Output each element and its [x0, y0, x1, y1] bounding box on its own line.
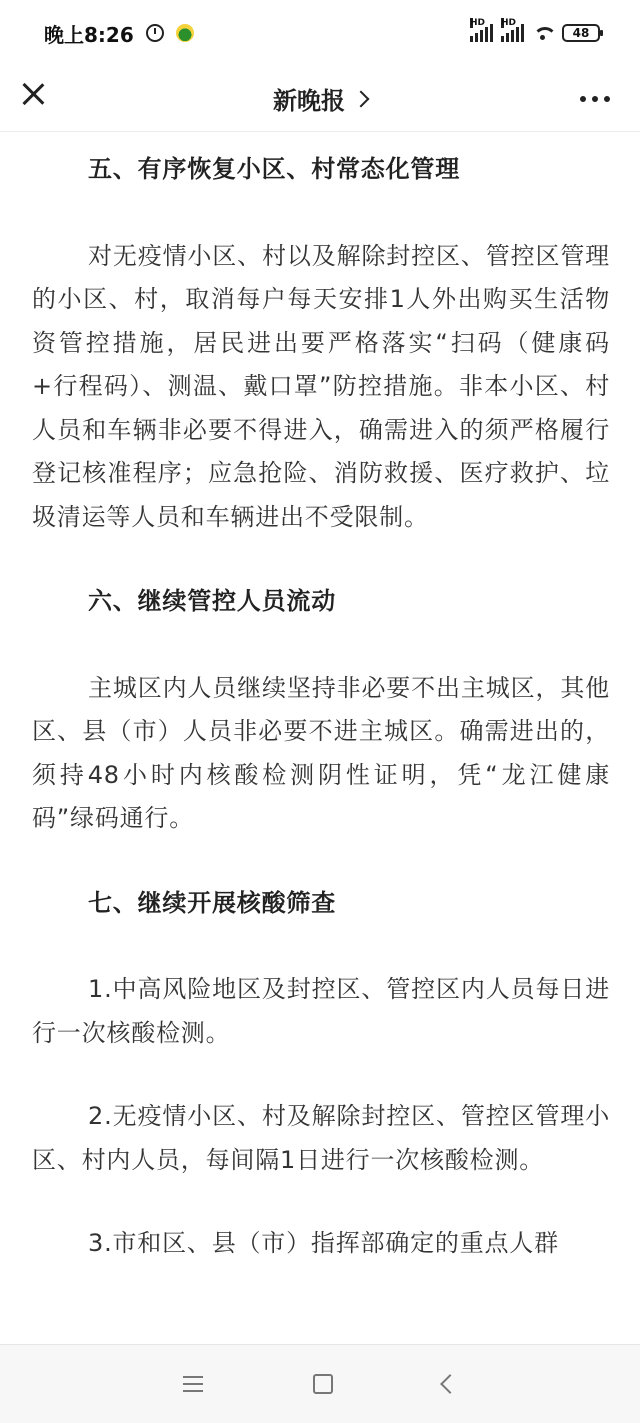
signal-1-icon — [470, 18, 493, 42]
section-heading-6: 六、继续管控人员流动 — [88, 587, 336, 615]
status-bar — [0, 0, 640, 66]
home-icon[interactable] — [313, 1374, 333, 1394]
list-item-2: 2.无疫情小区、村及解除封控区、管控区管理小区、村内人员，每间隔1日进行一次核酸检测。 — [32, 1102, 610, 1174]
list-item-1: 1.中高风险地区及封控区、管控区内人员每日进行一次核酸检测。 — [32, 975, 610, 1047]
nav-bar — [0, 66, 640, 132]
alarm-icon — [146, 24, 164, 42]
back-icon[interactable] — [440, 1374, 460, 1394]
wifi-icon — [532, 25, 554, 41]
hd-label-1: HD — [470, 18, 486, 28]
menu-icon[interactable] — [183, 1376, 203, 1392]
account-title: 新晚报 — [273, 87, 345, 115]
system-nav-bar — [0, 1344, 640, 1423]
section-heading-5: 五、有序恢复小区、村常态化管理 — [88, 155, 460, 183]
battery-icon: 48 — [562, 24, 600, 42]
status-time: 晚上8:26 — [44, 22, 134, 47]
chevron-right-icon — [353, 90, 370, 107]
article-body — [32, 132, 610, 1344]
signal-2-icon — [501, 18, 524, 42]
app-notification-icon — [176, 24, 194, 42]
account-title-link[interactable] — [273, 81, 367, 116]
more-icon[interactable] — [580, 96, 610, 102]
list-item-3: 3.市和区、县（市）指挥部确定的重点人群 — [88, 1229, 559, 1257]
close-icon[interactable] — [18, 79, 48, 109]
status-left — [44, 19, 194, 48]
paragraph-6: 主城区内人员继续坚持非必要不出主城区，其他区、县（市）人员非必要不进主城区。确需进出的，须持48小时内核酸检测阴性证明，凭“龙江健康码”绿码通行。 — [32, 673, 610, 832]
section-heading-7: 七、继续开展核酸筛查 — [88, 888, 336, 917]
paragraph-5: 对无疫情小区、村以及解除封控区、管控区管理的小区、村，取消每户每天安排1人外出购买生活物资管控措施，居民进出要严格落实“扫码（健康码+行程码）、测温、戴口罩”防控措施。非本小区、村人员和车辆非必要不得进入，确需进入的须严格履行登记核准程序；应急抢险、消防救援、医疗救护、垃圾清运等人员和车辆进出不受限制。 — [32, 241, 610, 531]
status-right — [470, 18, 600, 42]
hd-label-2: HD — [501, 18, 517, 28]
